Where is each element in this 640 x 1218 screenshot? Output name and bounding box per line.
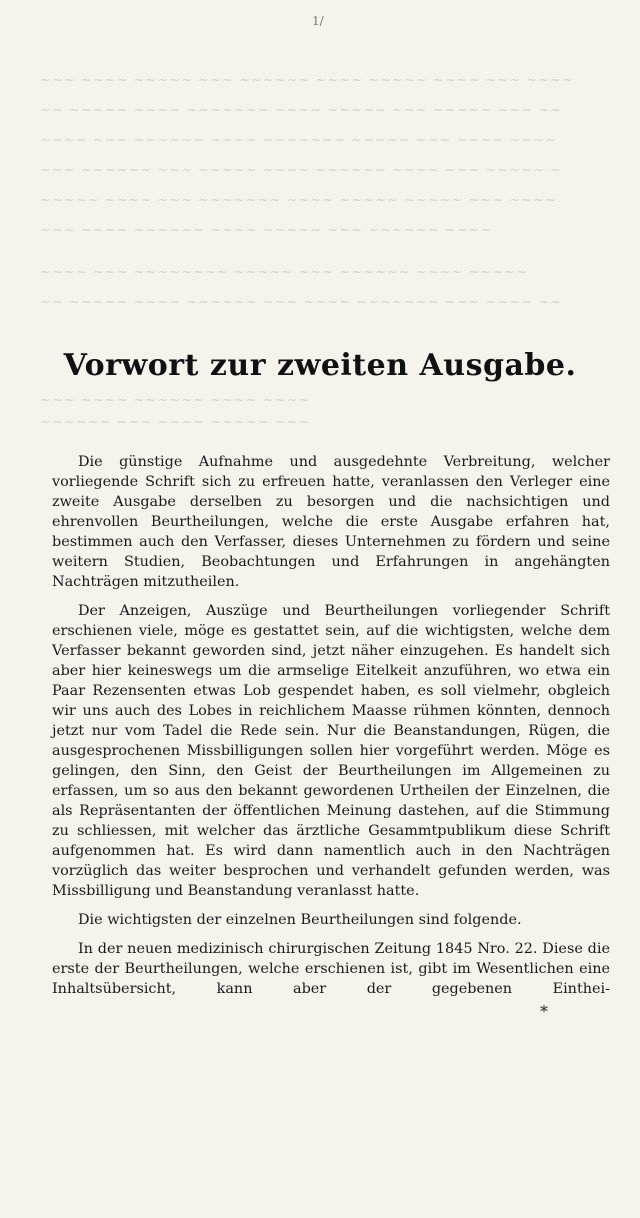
paragraph-1: Die günstige Aufnahme und ausgedehnte Verbreitung, welcher vorliegende Schrift sich zu erfreuen hatte, veranlassen den Verleger eine zweite Ausgabe derselben zu besorgen und die nachsichtigen und ehrenvollen Beurtheilungen, welche die erste Ausgabe erfahren hat, bestimmen auch den Verfasser, dieses Unternehmen zu fördern und seine weitern Studien, Beobachtungen und Erfahrungen in angehängten Nachträgen mitzutheilen. <box>52 454 610 590</box>
paragraph-2: Der Anzeigen, Auszüge und Beurtheilungen vorliegender Schrift erschienen viele, möge es gestattet sein, auf die wichtigsten, welche dem Verfasser bekannt geworden sind, jetzt näher einzugehen. Es handelt sich aber hier keineswegs um die armselige Eitelkeit anzuführen, wo etwa ein Paar Rezensenten etwas Lob gespendet haben, es soll vielmehr, obgleich wir uns auch des Lobes in reichlichem Maasse rühmen könnten, dennoch jetzt nur vom Tadel die Rede sein. Nur die Beanstandungen, Rügen, die ausgesprochenen Missbilligungen sollen hier vorgeführt werden. Möge es gelingen, den Sinn, den Geist der Beurtheilungen im Allgemeinen zu erfassen, um so aus den bekannt gewordenen Urtheilen der Einzelnen, die als Repräsentanten der öffentlichen Meinung dastehen, auf die Stimmung zu schliessen, mit welcher das ärztliche Gesammtpublikum diese Schrift aufgenommen hat. Es wird dann namentlich auch in den Nachträgen vorzüglich das weiter besprochen und verhandelt gefunden werden, was Missbilligung und Beanstandung veranlasst hatte. <box>52 603 610 899</box>
page-number: 1/ <box>312 14 324 28</box>
body-text <box>52 452 610 999</box>
page-title: Vorwort zur zweiten Ausgabe. <box>63 348 577 384</box>
paragraph-3: Die wichtigsten der einzelnen Beurtheilungen sind folgende. <box>78 912 522 928</box>
signature-mark: * <box>540 1002 548 1021</box>
paragraph-4: In der neuen medizinisch chirurgischen Zeitung 1845 Nro. 22. Diese die erste der Beurtheilungen, welche erschienen ist, gibt im Wesentlichen eine Inhaltsübersicht, kann aber der gegebenen Einthei- <box>52 941 610 997</box>
